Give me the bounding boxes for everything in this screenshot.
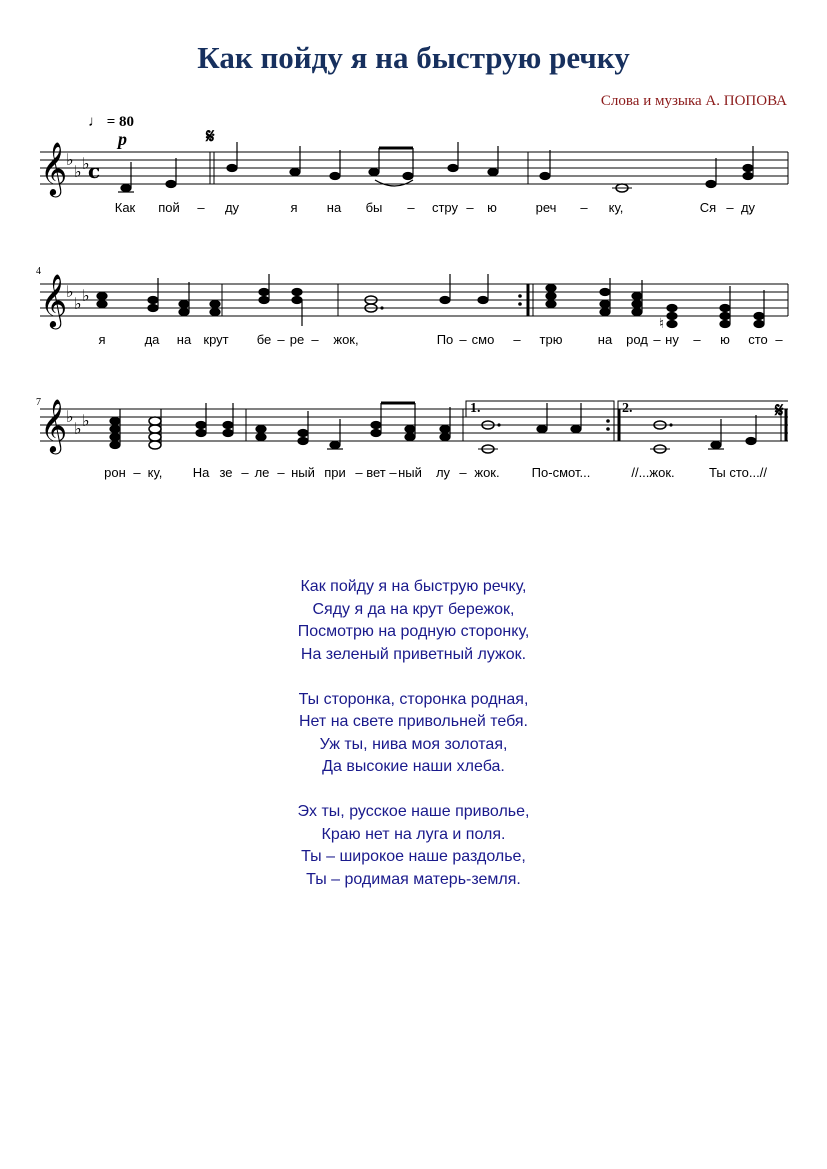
verse-line: Уж ты, нива моя золотая, (319, 735, 508, 753)
verse-line: Посмотрю на родную сторонку, (297, 623, 530, 640)
volta-second: 2. (622, 401, 633, 416)
volta-first: 1. (470, 401, 481, 416)
segno-icon: 𝄋 (206, 124, 215, 148)
verse-line: Краю нет на луга и поля. (321, 825, 506, 843)
verse-line: Как пойду я на быструю речку, (300, 578, 527, 595)
svg-text:♭: ♭ (74, 162, 82, 181)
verse-line: Ты сторонка, сторонка родная, (298, 690, 529, 708)
verses (0, 576, 827, 914)
dynamic-marking: p (118, 129, 127, 149)
verse-line: Эх ты, русское наше приволье, (297, 803, 530, 820)
verse-line: На зеленый приветный лужок. (300, 645, 527, 663)
stanza-3 (0, 801, 827, 891)
svg-text:♭: ♭ (74, 419, 82, 438)
verse-line: Ты – родимая матерь-земля. (306, 870, 521, 888)
lyrics-line-3: рон – ку, На зе – ле – ный при – вет – ный лу – жок. По-смот... //...жок. Ты сто...// (104, 465, 767, 480)
tempo-marking: ♩ = 80 (88, 114, 135, 130)
measure-number: 4 (36, 266, 41, 277)
svg-text:♭: ♭ (74, 294, 82, 313)
svg-text:♭: ♭ (66, 407, 74, 426)
composer-credit: Слова и музыка А. ПОПОВА (600, 93, 787, 109)
stanza-1 (0, 576, 827, 666)
svg-text:c: c (88, 159, 101, 183)
stanza-2 (0, 689, 827, 779)
svg-text:𝄞: 𝄞 (40, 398, 68, 452)
lyrics-line-2: я да на крут бе – ре – жок, По – смо – трю на род – ну – ю сто – (98, 332, 783, 347)
verse-line: Ты – широкое наше раздолье, (301, 848, 526, 865)
svg-text:♭: ♭ (66, 150, 74, 169)
svg-text:𝄞: 𝄞 (40, 141, 68, 195)
svg-text:♭: ♭ (82, 154, 90, 173)
measure-number: 7 (36, 397, 41, 408)
svg-text:♮: ♮ (659, 316, 665, 332)
svg-text:𝄞: 𝄞 (40, 273, 68, 327)
page-title: Как пойду я на быструю речку (197, 40, 630, 75)
verse-line: Нет на свете привольней тебя. (299, 713, 528, 730)
verse-line: Сяду я да на крут бережок, (312, 600, 515, 618)
verse-line: Да высокие наши хлеба. (322, 758, 505, 775)
svg-text:♭: ♭ (66, 282, 74, 301)
segno-end-icon: 𝄋 (775, 398, 784, 422)
svg-text:♭: ♭ (82, 411, 90, 430)
lyrics-line-1: Как пой – ду я на бы – стру – ю реч – ку, Ся – ду (114, 200, 756, 215)
svg-text:♭: ♭ (82, 286, 90, 305)
